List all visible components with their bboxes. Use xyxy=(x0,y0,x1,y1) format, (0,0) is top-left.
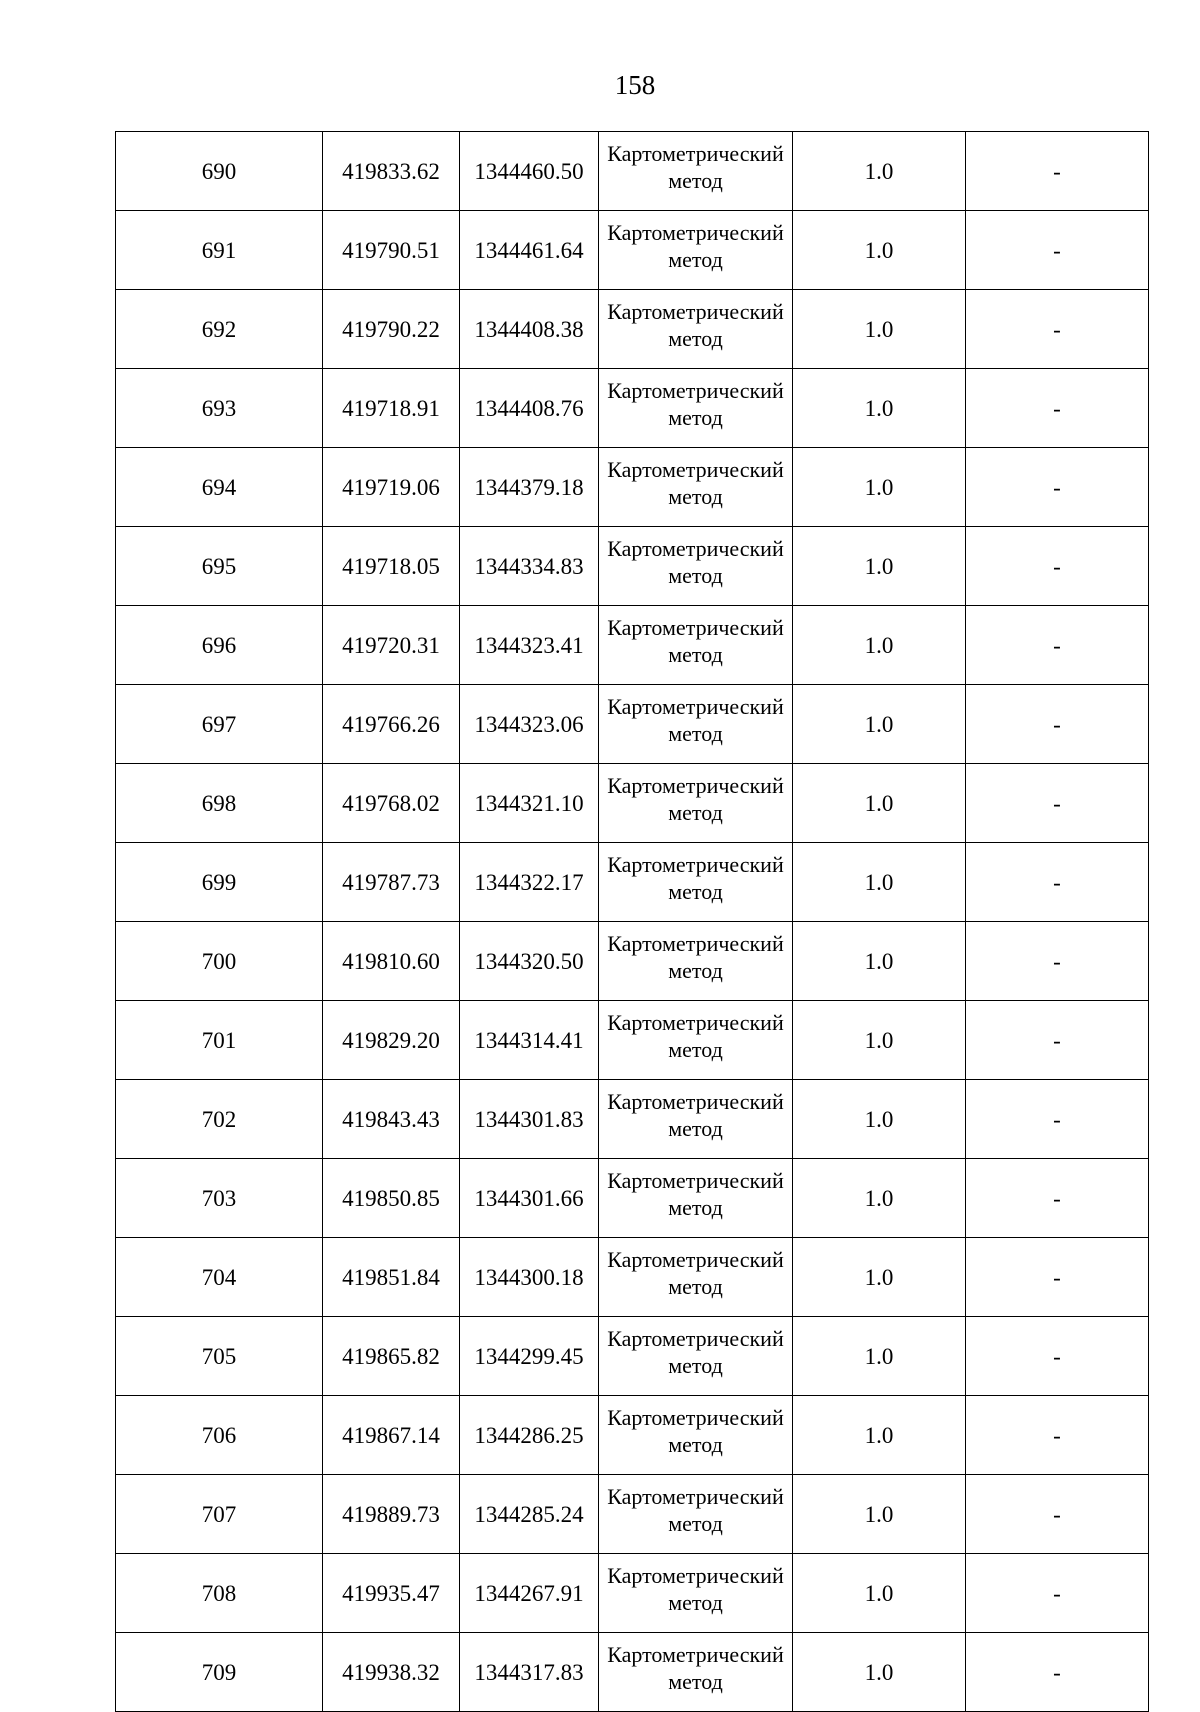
description-cell: - xyxy=(966,1238,1149,1317)
y-coordinate-cell: 1344461.64 xyxy=(460,211,599,290)
table-row xyxy=(116,290,1149,369)
method-cell xyxy=(599,843,793,922)
table-row xyxy=(116,448,1149,527)
x-coordinate-cell: 419867.14 xyxy=(323,1396,460,1475)
point-number-cell: 691 xyxy=(116,211,323,290)
x-coordinate-cell: 419889.73 xyxy=(323,1475,460,1554)
y-coordinate-cell: 1344322.17 xyxy=(460,843,599,922)
method-cell xyxy=(599,685,793,764)
method-text-line: метод xyxy=(668,1353,723,1378)
point-number-cell: 703 xyxy=(116,1159,323,1238)
method-text-line: метод xyxy=(668,721,723,746)
description-cell: - xyxy=(966,1475,1149,1554)
accuracy-cell: 1.0 xyxy=(793,1633,966,1712)
method-text-line: метод xyxy=(668,800,723,825)
y-coordinate-cell: 1344300.18 xyxy=(460,1238,599,1317)
point-number-cell: 690 xyxy=(116,132,323,211)
y-coordinate-cell: 1344301.83 xyxy=(460,1080,599,1159)
description-cell: - xyxy=(966,606,1149,685)
y-coordinate-cell: 1344301.66 xyxy=(460,1159,599,1238)
method-text-line: Картометрический xyxy=(607,1010,784,1035)
method-text-line: Картометрический xyxy=(607,299,784,324)
point-number-cell: 708 xyxy=(116,1554,323,1633)
point-number-cell: 694 xyxy=(116,448,323,527)
method-text-line: метод xyxy=(668,958,723,983)
y-coordinate-cell: 1344267.91 xyxy=(460,1554,599,1633)
x-coordinate-cell: 419851.84 xyxy=(323,1238,460,1317)
x-coordinate-cell: 419768.02 xyxy=(323,764,460,843)
x-coordinate-cell: 419766.26 xyxy=(323,685,460,764)
point-number-cell: 704 xyxy=(116,1238,323,1317)
method-cell xyxy=(599,1633,793,1712)
table-body xyxy=(116,132,1149,1712)
method-cell xyxy=(599,1238,793,1317)
accuracy-cell: 1.0 xyxy=(793,1396,966,1475)
table-row xyxy=(116,211,1149,290)
accuracy-cell: 1.0 xyxy=(793,685,966,764)
x-coordinate-cell: 419718.91 xyxy=(323,369,460,448)
y-coordinate-cell: 1344334.83 xyxy=(460,527,599,606)
table-row xyxy=(116,1080,1149,1159)
method-text-line: Картометрический xyxy=(607,615,784,640)
description-cell: - xyxy=(966,843,1149,922)
method-text-line: Картометрический xyxy=(607,1405,784,1430)
method-text-line: метод xyxy=(668,879,723,904)
table-row xyxy=(116,685,1149,764)
method-cell xyxy=(599,132,793,211)
table-row xyxy=(116,1317,1149,1396)
description-cell: - xyxy=(966,922,1149,1001)
method-cell xyxy=(599,369,793,448)
method-text-line: метод xyxy=(668,168,723,193)
table-row xyxy=(116,1159,1149,1238)
method-cell xyxy=(599,1317,793,1396)
description-cell: - xyxy=(966,448,1149,527)
y-coordinate-cell: 1344323.41 xyxy=(460,606,599,685)
accuracy-cell: 1.0 xyxy=(793,132,966,211)
method-text-line: Картометрический xyxy=(607,141,784,166)
point-number-cell: 696 xyxy=(116,606,323,685)
x-coordinate-cell: 419938.32 xyxy=(323,1633,460,1712)
method-text-line: Картометрический xyxy=(607,1168,784,1193)
accuracy-cell: 1.0 xyxy=(793,1475,966,1554)
point-number-cell: 695 xyxy=(116,527,323,606)
method-text-line: Картометрический xyxy=(607,1563,784,1588)
method-cell xyxy=(599,448,793,527)
point-number-cell: 702 xyxy=(116,1080,323,1159)
table-row xyxy=(116,1633,1149,1712)
description-cell: - xyxy=(966,1633,1149,1712)
y-coordinate-cell: 1344460.50 xyxy=(460,132,599,211)
table-row xyxy=(116,1396,1149,1475)
table-row xyxy=(116,527,1149,606)
point-number-cell: 707 xyxy=(116,1475,323,1554)
x-coordinate-cell: 419787.73 xyxy=(323,843,460,922)
method-text-line: Картометрический xyxy=(607,931,784,956)
y-coordinate-cell: 1344317.83 xyxy=(460,1633,599,1712)
description-cell: - xyxy=(966,1001,1149,1080)
description-cell: - xyxy=(966,1554,1149,1633)
method-text-line: Картометрический xyxy=(607,457,784,482)
method-text-line: метод xyxy=(668,405,723,430)
method-text-line: метод xyxy=(668,1116,723,1141)
accuracy-cell: 1.0 xyxy=(793,1159,966,1238)
accuracy-cell: 1.0 xyxy=(793,448,966,527)
description-cell: - xyxy=(966,764,1149,843)
method-text-line: метод xyxy=(668,1432,723,1457)
accuracy-cell: 1.0 xyxy=(793,606,966,685)
description-cell: - xyxy=(966,369,1149,448)
method-text-line: метод xyxy=(668,1669,723,1694)
accuracy-cell: 1.0 xyxy=(793,1238,966,1317)
description-cell: - xyxy=(966,211,1149,290)
y-coordinate-cell: 1344408.76 xyxy=(460,369,599,448)
method-text-line: Картометрический xyxy=(607,220,784,245)
method-text-line: Картометрический xyxy=(607,773,784,798)
x-coordinate-cell: 419843.43 xyxy=(323,1080,460,1159)
table-row xyxy=(116,369,1149,448)
y-coordinate-cell: 1344408.38 xyxy=(460,290,599,369)
method-text-line: Картометрический xyxy=(607,1642,784,1667)
method-text-line: Картометрический xyxy=(607,1326,784,1351)
method-text-line: метод xyxy=(668,1590,723,1615)
x-coordinate-cell: 419865.82 xyxy=(323,1317,460,1396)
method-text-line: метод xyxy=(668,247,723,272)
method-cell xyxy=(599,527,793,606)
table-row xyxy=(116,764,1149,843)
y-coordinate-cell: 1344321.10 xyxy=(460,764,599,843)
x-coordinate-cell: 419790.51 xyxy=(323,211,460,290)
method-text-line: Картометрический xyxy=(607,1247,784,1272)
method-cell xyxy=(599,1080,793,1159)
y-coordinate-cell: 1344314.41 xyxy=(460,1001,599,1080)
description-cell: - xyxy=(966,685,1149,764)
x-coordinate-cell: 419850.85 xyxy=(323,1159,460,1238)
description-cell: - xyxy=(966,1080,1149,1159)
method-text-line: Картометрический xyxy=(607,694,784,719)
x-coordinate-cell: 419718.05 xyxy=(323,527,460,606)
description-cell: - xyxy=(966,527,1149,606)
table-row xyxy=(116,1238,1149,1317)
method-text-line: Картометрический xyxy=(607,536,784,561)
method-cell xyxy=(599,606,793,685)
method-cell xyxy=(599,1159,793,1238)
table-row xyxy=(116,1475,1149,1554)
x-coordinate-cell: 419935.47 xyxy=(323,1554,460,1633)
method-cell xyxy=(599,1554,793,1633)
y-coordinate-cell: 1344320.50 xyxy=(460,922,599,1001)
y-coordinate-cell: 1344379.18 xyxy=(460,448,599,527)
point-number-cell: 701 xyxy=(116,1001,323,1080)
x-coordinate-cell: 419790.22 xyxy=(323,290,460,369)
accuracy-cell: 1.0 xyxy=(793,1554,966,1633)
point-number-cell: 700 xyxy=(116,922,323,1001)
table-row xyxy=(116,606,1149,685)
method-cell xyxy=(599,1396,793,1475)
method-text-line: Картометрический xyxy=(607,1089,784,1114)
point-number-cell: 698 xyxy=(116,764,323,843)
x-coordinate-cell: 419829.20 xyxy=(323,1001,460,1080)
point-number-cell: 705 xyxy=(116,1317,323,1396)
point-number-cell: 692 xyxy=(116,290,323,369)
accuracy-cell: 1.0 xyxy=(793,843,966,922)
table-row xyxy=(116,843,1149,922)
accuracy-cell: 1.0 xyxy=(793,527,966,606)
table-row xyxy=(116,922,1149,1001)
method-text-line: метод xyxy=(668,642,723,667)
accuracy-cell: 1.0 xyxy=(793,290,966,369)
description-cell: - xyxy=(966,290,1149,369)
table-row xyxy=(116,1001,1149,1080)
method-text-line: метод xyxy=(668,1037,723,1062)
method-text-line: метод xyxy=(668,1511,723,1536)
point-number-cell: 699 xyxy=(116,843,323,922)
method-text-line: метод xyxy=(668,1195,723,1220)
method-cell xyxy=(599,290,793,369)
method-text-line: метод xyxy=(668,1274,723,1299)
method-text-line: Картометрический xyxy=(607,852,784,877)
y-coordinate-cell: 1344323.06 xyxy=(460,685,599,764)
accuracy-cell: 1.0 xyxy=(793,922,966,1001)
method-cell xyxy=(599,1475,793,1554)
x-coordinate-cell: 419833.62 xyxy=(323,132,460,211)
y-coordinate-cell: 1344286.25 xyxy=(460,1396,599,1475)
accuracy-cell: 1.0 xyxy=(793,369,966,448)
method-text-line: метод xyxy=(668,484,723,509)
x-coordinate-cell: 419810.60 xyxy=(323,922,460,1001)
coordinates-table xyxy=(115,131,1149,1712)
description-cell: - xyxy=(966,1159,1149,1238)
y-coordinate-cell: 1344299.45 xyxy=(460,1317,599,1396)
description-cell: - xyxy=(966,1317,1149,1396)
method-cell xyxy=(599,764,793,843)
method-cell xyxy=(599,922,793,1001)
point-number-cell: 697 xyxy=(116,685,323,764)
x-coordinate-cell: 419719.06 xyxy=(323,448,460,527)
accuracy-cell: 1.0 xyxy=(793,764,966,843)
description-cell: - xyxy=(966,132,1149,211)
table-row xyxy=(116,1554,1149,1633)
method-cell xyxy=(599,211,793,290)
x-coordinate-cell: 419720.31 xyxy=(323,606,460,685)
y-coordinate-cell: 1344285.24 xyxy=(460,1475,599,1554)
method-text-line: Картометрический xyxy=(607,378,784,403)
accuracy-cell: 1.0 xyxy=(793,1001,966,1080)
method-text-line: метод xyxy=(668,326,723,351)
point-number-cell: 706 xyxy=(116,1396,323,1475)
point-number-cell: 693 xyxy=(116,369,323,448)
accuracy-cell: 1.0 xyxy=(793,211,966,290)
method-cell xyxy=(599,1001,793,1080)
point-number-cell: 709 xyxy=(116,1633,323,1712)
accuracy-cell: 1.0 xyxy=(793,1080,966,1159)
page-number: 158 xyxy=(614,70,656,100)
method-text-line: Картометрический xyxy=(607,1484,784,1509)
method-text-line: метод xyxy=(668,563,723,588)
description-cell: - xyxy=(966,1396,1149,1475)
table-row xyxy=(116,132,1149,211)
accuracy-cell: 1.0 xyxy=(793,1317,966,1396)
